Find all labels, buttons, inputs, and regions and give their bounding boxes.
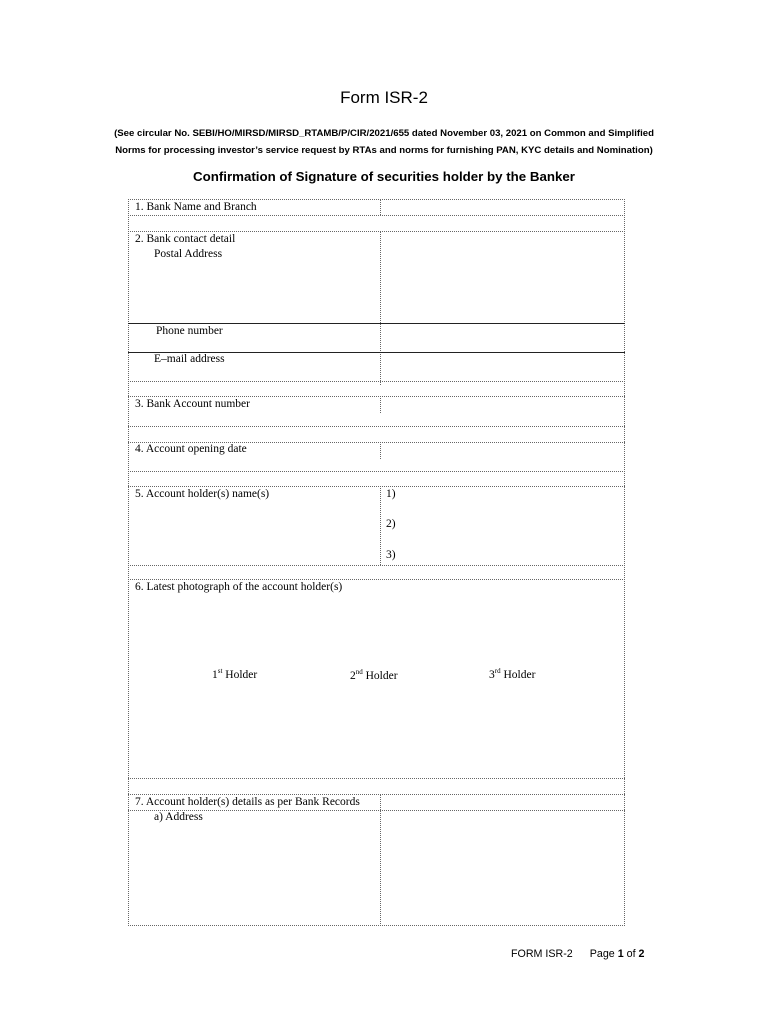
row-divider — [128, 215, 625, 216]
holder-label: Holder — [225, 669, 258, 681]
row-divider — [128, 426, 625, 427]
page-current: 1 — [617, 948, 624, 960]
holder-label: Holder — [365, 670, 398, 682]
photo-holder-1 — [212, 667, 257, 681]
table-left-border — [128, 199, 129, 926]
column-divider — [380, 231, 381, 385]
holder-ordinal: nd — [355, 668, 363, 676]
column-divider — [380, 199, 381, 215]
holder-details-label: 7. Account holder(s) details as per Bank Records — [135, 796, 360, 808]
photograph-label: 6. Latest photograph of the account holder(s) — [135, 581, 343, 593]
holder-label: Holder — [503, 669, 536, 681]
bank-account-number-label: 3. Bank Account number — [135, 398, 250, 410]
bank-contact-label: 2. Bank contact detail — [135, 233, 236, 245]
holder-2-marker: 2) — [386, 518, 396, 530]
email-address-label: E–mail address — [154, 353, 225, 365]
page-total: 2 — [638, 948, 645, 960]
column-divider — [380, 794, 381, 926]
form-table — [128, 199, 625, 926]
form-subtitle: Confirmation of Signature of securities holder by the Banker — [193, 169, 575, 184]
holder-3-marker: 3) — [386, 549, 396, 561]
row-divider — [128, 778, 625, 779]
circular-line-1: (See circular No. SEBI/HO/MIRSD/MIRSD_RTAMB/P/CIR/2021/655 dated November 03, 2021 on Common and Simplified — [114, 128, 654, 139]
holder-number: 2 — [350, 670, 356, 682]
holder-1-marker: 1) — [386, 488, 396, 500]
photo-holder-2 — [350, 668, 398, 682]
address-label: a) Address — [154, 811, 203, 823]
column-divider — [380, 442, 381, 459]
row-divider — [128, 471, 625, 472]
account-holders-name-label: 5. Account holder(s) name(s) — [135, 488, 270, 500]
holder-ordinal: rd — [494, 667, 501, 675]
photo-holder-3 — [489, 667, 535, 681]
column-divider — [380, 396, 381, 413]
postal-address-label: Postal Address — [154, 248, 223, 260]
row-divider — [128, 565, 625, 566]
page-word: Page — [589, 948, 615, 960]
phone-number-label: Phone number — [156, 325, 223, 337]
circular-line-2: Norms for processing investor’s service request by RTAs and norms for furnishing PAN, KYC details and Nomination) — [115, 145, 653, 156]
page-footer — [511, 948, 645, 960]
holder-ordinal: st — [217, 667, 223, 675]
row-divider — [128, 925, 625, 926]
column-divider — [380, 486, 381, 565]
table-right-border — [624, 199, 625, 926]
circular-reference — [40, 125, 728, 159]
footer-form-name: FORM ISR-2 — [511, 948, 573, 960]
page-number — [590, 948, 645, 960]
account-opening-date-label: 4. Account opening date — [135, 443, 247, 455]
holder-number: 3 — [489, 669, 495, 681]
form-title: Form ISR-2 — [340, 88, 428, 107]
bank-name-branch-label: 1. Bank Name and Branch — [135, 201, 257, 213]
holder-number: 1 — [212, 669, 218, 681]
of-word: of — [626, 948, 636, 960]
row-divider — [128, 381, 625, 382]
